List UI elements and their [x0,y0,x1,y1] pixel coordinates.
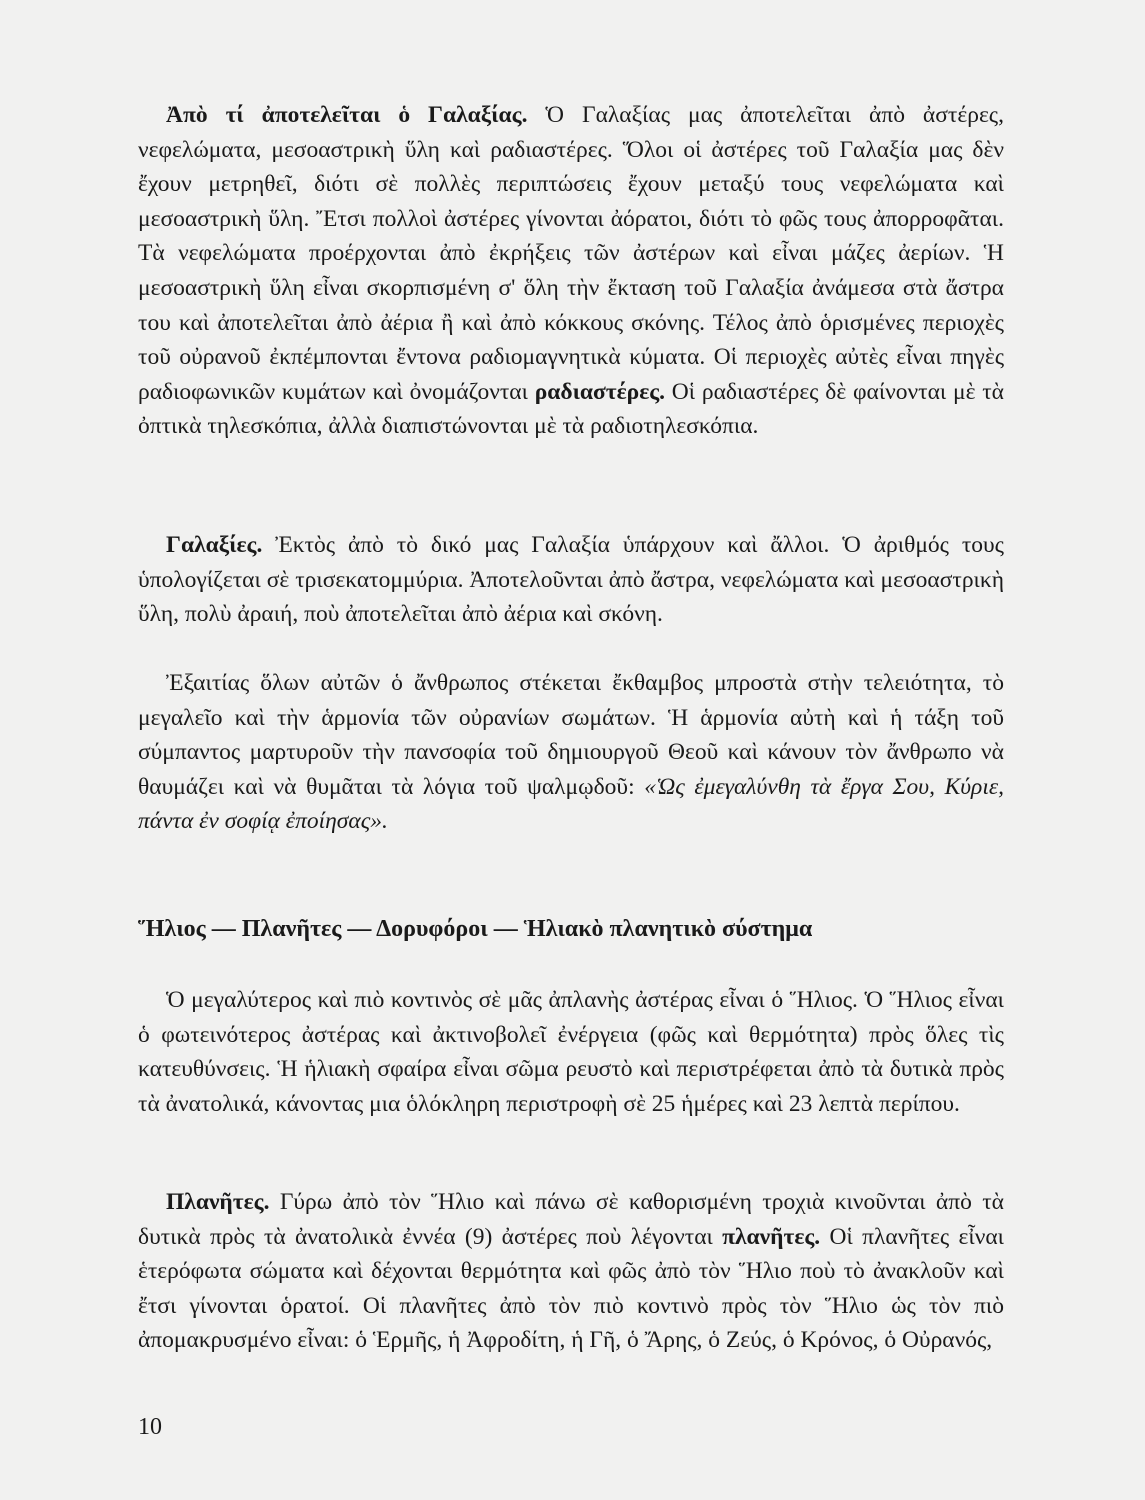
sun-paragraph: Ὁ μεγαλύτερος καὶ πιὸ κοντινὸς σὲ μᾶς ἀπλανὴς ἀστέρας εἶναι ὁ Ἥλιος. Ὁ Ἥλιος εἶναι ὁ φωτεινότερος ἀστέρας καὶ ἀκτινοβολεῖ ἐνέργεια (φῶς καὶ θερμότητα) πρὸς ὅλες τὶς κατευθύνσεις. Ἡ ἡλιακὴ σφαίρα εἶναι σῶμα ρευστὸ καὶ περιστρέφεται ἀπὸ τὰ δυτικὰ πρὸς τὰ ἀνατολικά, κάνοντας μια ὁλόκληρη περιστροφὴ σὲ 25 ἡμέρες καὶ 23 λεπτὰ περίπου. [138,987,1004,1117]
planets-term: πλανῆτες. [722,1223,821,1250]
planets-section [138,1185,1004,1358]
planets-paragraph [138,1185,1004,1358]
section-heading: Ἥλιος — Πλανῆτες — Δορυφόροι — Ἡλιακὸ πλανητικὸ σύστημα [138,916,813,942]
galaxy-composition-text: Ὁ Γαλαξίας μας ἀποτελεῖται ἀπὸ ἀστέρες, νεφελώματα, μεσοαστρικὴ ὕλη καὶ ραδιαστέρες. Ὅλοι οἱ ἀστέρες τοῦ Γαλαξία μας δὲν ἔχουν μετρηθεῖ, διότι σὲ πολλὲς περιπτώσεις ἔχουν μεταξύ τους νεφελώματα καὶ μεσοαστρικὴ ὕλη. Ἔτσι πολλοὶ ἀστέρες γίνονται ἀόρατοι, διότι τὸ φῶς τους ἀπορροφᾶται. Τὰ νεφελώματα προέρχονται ἀπὸ ἐκρήξεις τῶν ἀστέρων καὶ εἶναι μάζες ἀερίων. Ἡ μεσοαστρικὴ ὕλη εἶναι σκορπισμένη σ' ὅλη τὴν ἔκταση τοῦ Γαλαξία ἀνάμεσα στὰ ἄστρα του καὶ ἀποτελεῖται ἀπὸ ἀέρια ἢ καὶ ἀπὸ κόκκους σκόνης. Τέλος ἀπὸ ὁρισμένες περιοχὲς τοῦ οὐρανοῦ ἐκπέμπονται ἔντονα ραδιομαγνητικὰ κύματα. Οἱ περιοχὲς αὐτὲς εἶναι πηγὲς ραδιοφωνικῶν κυμάτων καὶ ὀνομάζονται [138,102,1004,405]
wonder-text: Ἐξαιτίας ὅλων αὐτῶν ὁ ἄνθρωπος στέκεται ἔκθαμβος μπροστὰ στὴν τελειότητα, τὸ μεγαλεῖο καὶ τὴν ἁρμονία τῶν οὐρανίων σωμάτων. Ἡ ἁρμονία αὐτὴ καὶ ἡ τάξη τοῦ σύμπαντος μαρτυροῦν τὴν πανσοφία τοῦ δημιουργοῦ Θεοῦ καὶ κάνουν τὸν ἄνθρωπο νὰ θαυμάζει καὶ νὰ θυμᾶται τὰ λόγια τοῦ ψαλμῳδοῦ: [138,670,1004,800]
psalm-quote: «Ὡς ἐμεγαλύνθη τὰ ἔργα Σου, Κύριε, πάντα ἐν σοφίᾳ ἐποίησας». [138,773,1004,835]
galaxies-text: Ἐκτὸς ἀπὸ τὸ δικό μας Γαλαξία ὑπάρχουν καὶ ἄλλοι. Ὁ ἀριθμός τους ὑπολογίζεται σὲ τρισεκατομμύρια. Ἀποτελοῦνται ἀπὸ ἄστρα, νεφελώματα καὶ μεσοαστρικὴ ὕλη, πολὺ ἀραιή, ποὺ ἀποτελεῖται ἀπὸ ἀέρια καὶ σκόνη. [138,532,1004,628]
galaxies-paragraph [138,528,1004,632]
planets-heading: Πλανῆτες. [166,1189,270,1215]
galaxies-heading: Γαλαξίες. [166,532,263,558]
galaxy-composition-heading: Ἀπὸ τί ἀποτελεῖται ὁ Γαλαξίας. [166,102,528,128]
radio-stars-term: ραδιαστέρες. [534,378,666,405]
planets-text: Γύρω ἀπὸ τὸν Ἥλιο καὶ πάνω σὲ καθορισμένη τροχιὰ κινοῦνται ἀπὸ τὰ δυτικὰ πρὸς τὰ ἀνατολικὰ ἐννέα (9) ἀστέρες ποὺ λέγονται [138,1189,1004,1250]
wonder-section [138,666,1004,839]
wonder-paragraph [138,666,1004,839]
planets-text-end: Οἱ πλανῆτες εἶναι ἑτερόφωτα σώματα καὶ δέχονται θερμότητα καὶ φῶς ἀπὸ τὸν Ἥλιο ποὺ τὸ ἀνακλοῦν καὶ ἔτσι γίνονται ὁρατοί. Οἱ πλανῆτες ἀπὸ τὸν πιὸ κοντινὸ πρὸς τὸν Ἥλιο ὡς τὸν πιὸ ἀπομακρυσμένο εἶναι: ὁ Ἑρμῆς, ἡ Ἀφροδίτη, ἡ Γῆ, ὁ Ἄρης, ὁ Ζεύς, ὁ Κρόνος, ὁ Οὐρανός, [138,1223,1004,1354]
galaxy-composition-paragraph [138,98,1004,444]
galaxy-composition-section [138,98,1004,444]
galaxy-composition-text-end: Οἱ ραδιαστέρες δὲ φαίνονται μὲ τὰ ὀπτικὰ τηλεσκόπια, ἀλλὰ διαπιστώνονται μὲ τὰ ραδιοτηλεσκόπια. [138,378,1004,440]
page-number: 10 [138,1414,162,1440]
galaxies-section [138,528,1004,632]
sun-section [138,983,1004,1121]
